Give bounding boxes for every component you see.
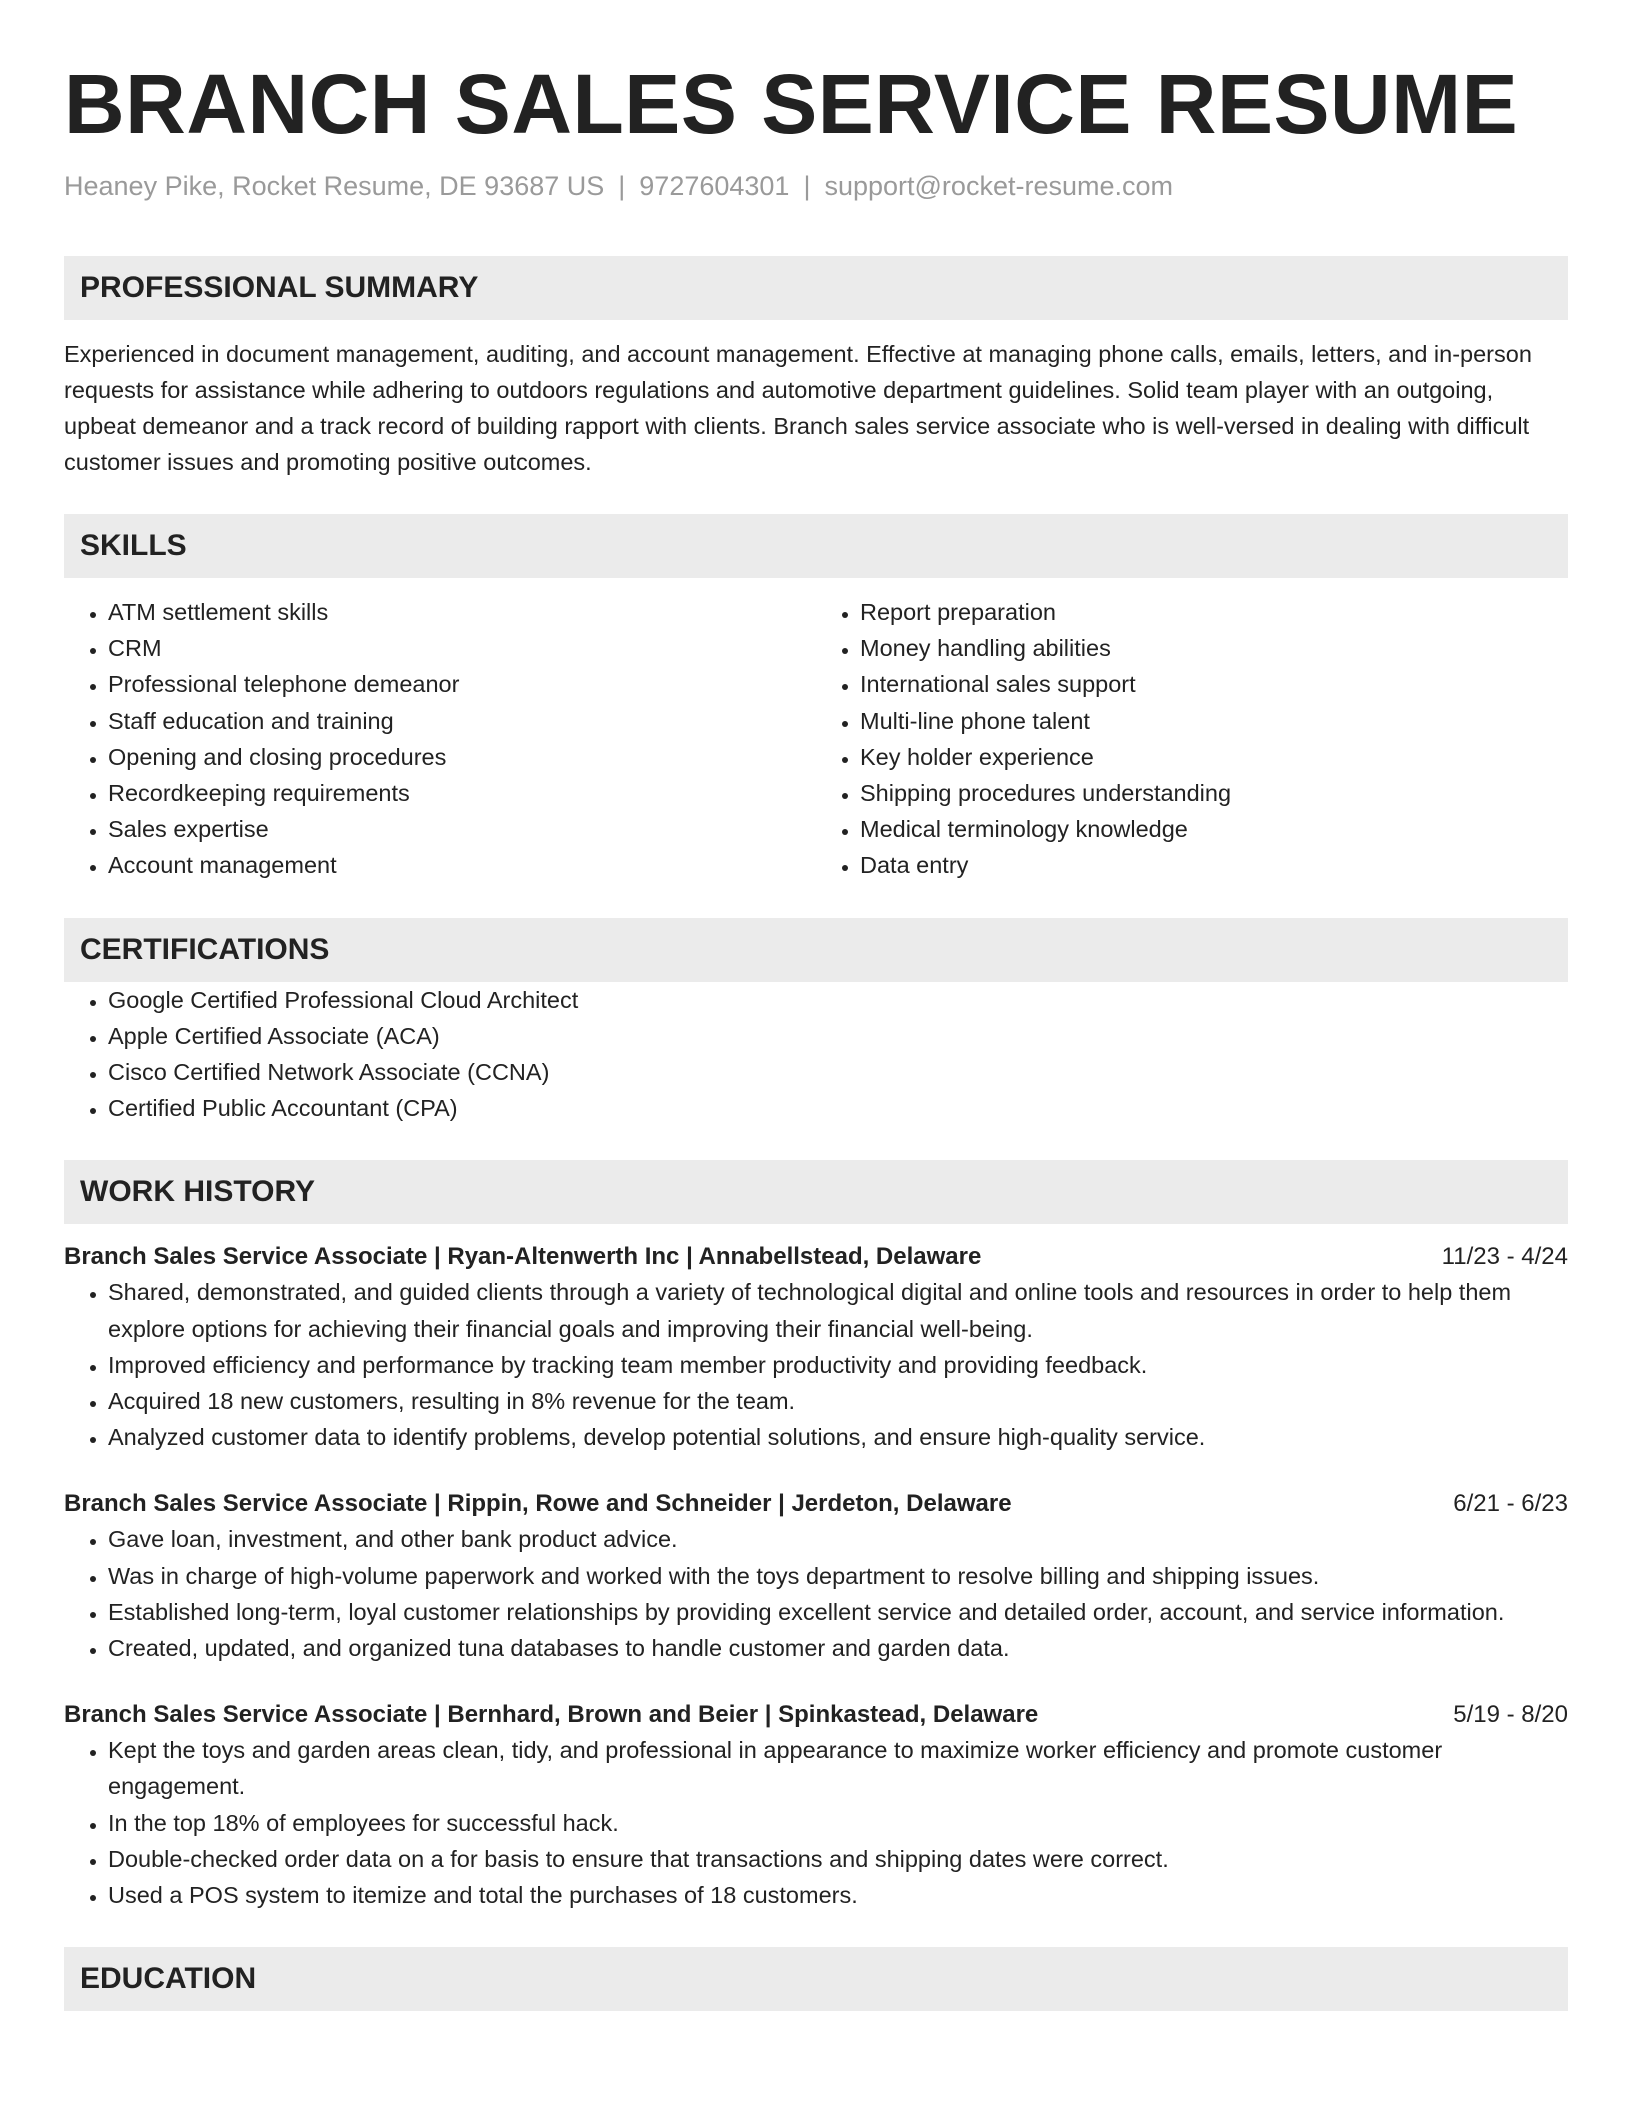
contact-address: Heaney Pike, Rocket Resume, DE 93687 US [64, 171, 605, 201]
job-bullet: • In the top 18% of employees for successful hack. [108, 1805, 1568, 1841]
contact-email: support@rocket-resume.com [824, 171, 1173, 201]
job-dates: 6/21 - 6/23 [1453, 1490, 1568, 1518]
job-bullet: • Analyzed customer data to identify problems, develop potential solutions, and ensure high-quality service. [108, 1419, 1568, 1455]
job-bullet: • Double-checked order data on a for basis to ensure that transactions and shipping dates were correct. [108, 1841, 1568, 1877]
skill-item: • Medical terminology knowledge [860, 811, 1568, 847]
job-bullets [64, 1274, 1568, 1455]
summary-text: Experienced in document management, auditing, and account management. Effective at managing phone calls, emails, letters, and in-person requests for assistance while adhering to outdoors regulations and automotive department guidelines. Solid team player with an outgoing, upbeat demeanor and a track record of building rapport with clients. Branch sales service associate who is well-versed in dealing with difficult customer issues and promoting positive outcomes. [64, 341, 1532, 475]
certification-item: • Cisco Certified Network Associate (CCNA) [108, 1054, 1568, 1090]
skill-item: • Account management [108, 847, 816, 883]
job-bullet: • Shared, demonstrated, and guided clients through a variety of technological digital and online tools and resources in order to help them explore options for achieving their financial goals and improving their financial well-being. [108, 1274, 1568, 1346]
resume-title: BRANCH SALES SERVICE RESUME [64, 57, 1519, 151]
skill-item: • Multi-line phone talent [860, 703, 1568, 739]
contact-line [64, 168, 1568, 204]
job-title: Branch Sales Service Associate | Ryan-Altenwerth Inc | Annabellstead, Delaware [64, 1243, 982, 1271]
contact-phone: 9727604301 [639, 171, 790, 201]
job-entry [64, 1240, 1568, 1455]
job-bullets [64, 1521, 1568, 1666]
skills-list-right [816, 594, 1568, 884]
job-bullet: • Was in charge of high-volume paperwork and worked with the toys department to resolve billing and shipping issues. [108, 1558, 1568, 1594]
skills-list-left [64, 594, 816, 884]
job-header [64, 1240, 1568, 1274]
section-heading-certifications: CERTIFICATIONS [64, 918, 1568, 982]
job-dates: 5/19 - 8/20 [1453, 1701, 1568, 1729]
job-bullet: • Kept the toys and garden areas clean, tidy, and professional in appearance to maximize worker efficiency and promote customer engagement. [108, 1732, 1568, 1804]
skill-item: • Data entry [860, 847, 1568, 883]
skill-item: • Shipping procedures understanding [860, 775, 1568, 811]
certification-item: • Certified Public Accountant (CPA) [108, 1090, 1568, 1126]
section-heading-work-history: WORK HISTORY [64, 1160, 1568, 1224]
certifications-list [64, 982, 1568, 1127]
skill-item: • Money handling abilities [860, 630, 1568, 666]
job-bullet: • Gave loan, investment, and other bank product advice. [108, 1521, 1568, 1557]
job-bullet: • Acquired 18 new customers, resulting in 8% revenue for the team. [108, 1383, 1568, 1419]
contact-separator: | [803, 171, 811, 201]
skill-item: • ATM settlement skills [108, 594, 816, 630]
skill-item: • Sales expertise [108, 811, 816, 847]
skill-item: • International sales support [860, 666, 1568, 702]
contact-separator: | [618, 171, 626, 201]
job-bullet: • Improved efficiency and performance by tracking team member productivity and providing feedback. [108, 1347, 1568, 1383]
job-entry [64, 1487, 1568, 1666]
certification-item: • Apple Certified Associate (ACA) [108, 1018, 1568, 1054]
skill-item: • Opening and closing procedures [108, 739, 816, 775]
job-title: Branch Sales Service Associate | Rippin, Rowe and Schneider | Jerdeton, Delaware [64, 1490, 1012, 1518]
job-bullets [64, 1732, 1568, 1913]
skill-item: • Recordkeeping requirements [108, 775, 816, 811]
job-bullet: • Created, updated, and organized tuna databases to handle customer and garden data. [108, 1630, 1568, 1666]
job-bullet: • Used a POS system to itemize and total the purchases of 18 customers. [108, 1877, 1568, 1913]
job-entry [64, 1698, 1568, 1913]
certification-item: • Google Certified Professional Cloud Architect [108, 982, 1568, 1018]
job-title: Branch Sales Service Associate | Bernhard, Brown and Beier | Spinkastead, Delaware [64, 1701, 1039, 1729]
skill-item: • Staff education and training [108, 703, 816, 739]
section-heading-education: EDUCATION [64, 1947, 1568, 2011]
skill-item: • CRM [108, 630, 816, 666]
job-header [64, 1487, 1568, 1521]
job-dates: 11/23 - 4/24 [1441, 1243, 1568, 1271]
skill-item: • Key holder experience [860, 739, 1568, 775]
job-bullet: • Established long-term, loyal customer relationships by providing excellent service and detailed order, account, and service information. [108, 1594, 1568, 1630]
skill-item: • Professional telephone demeanor [108, 666, 816, 702]
skills-columns [64, 594, 1568, 884]
section-heading-skills: SKILLS [64, 514, 1568, 578]
job-header [64, 1698, 1568, 1732]
section-heading-summary: PROFESSIONAL SUMMARY [64, 256, 1568, 320]
skill-item: • Report preparation [860, 594, 1568, 630]
